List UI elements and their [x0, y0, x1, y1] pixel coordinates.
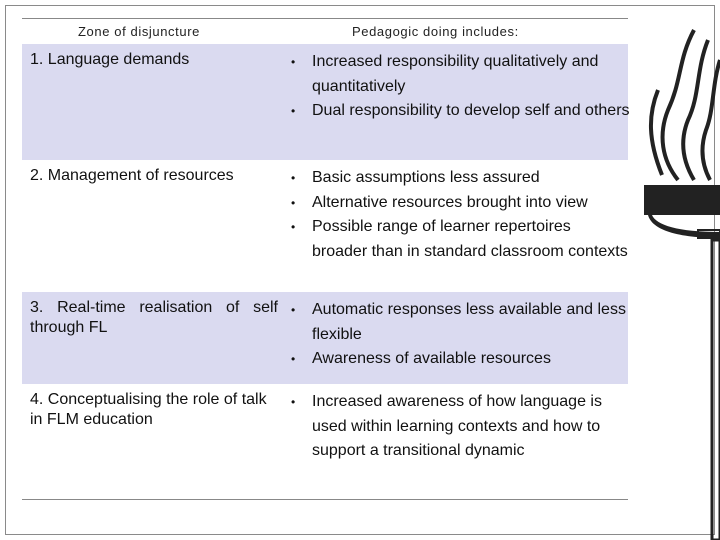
bullet-icon: •	[291, 352, 296, 366]
zone-cell: 1. Language demands	[30, 51, 190, 68]
list-item: • Basic assumptions less assured	[290, 166, 630, 191]
table-row	[22, 160, 628, 292]
torch-logo-icon	[638, 0, 720, 540]
table-bottom-rule	[22, 499, 628, 500]
zone-cell: 4. Conceptualising the role of talk in FLM education	[30, 391, 267, 428]
bullet-icon: •	[291, 104, 296, 118]
bullet-icon: •	[291, 55, 296, 69]
zone-column-header: Zone of disjuncture	[78, 24, 200, 39]
pedagogic-cell	[290, 50, 630, 124]
list-item: • Possible range of learner repertoires broader than in standard classroom contexts	[290, 215, 630, 264]
list-item: • Automatic responses less available and less flexible	[290, 298, 630, 347]
list-item: • Increased awareness of how language is used within learning contexts and how to support a transitional dynamic	[290, 390, 630, 464]
list-item: • Awareness of available resources	[290, 347, 630, 372]
bullet-icon: •	[291, 395, 296, 409]
pedagogic-cell	[290, 298, 630, 372]
bullet-icon: •	[291, 220, 296, 234]
table-header	[22, 18, 628, 46]
bullet-icon: •	[291, 303, 296, 317]
table-row	[22, 44, 628, 160]
list-item: • Alternative resources brought into view	[290, 191, 630, 216]
zone-cell: 3. Real-time realisation of self through FL	[30, 299, 278, 336]
pedagogic-cell	[290, 166, 630, 264]
zone-cell: 2. Management of resources	[30, 167, 234, 184]
list-item: • Dual responsibility to develop self and others	[290, 99, 630, 124]
bullet-icon: •	[291, 195, 296, 210]
bullet-icon: •	[291, 171, 296, 185]
pedagogic-column-header: Pedagogic doing includes:	[352, 24, 519, 39]
table-row	[22, 384, 628, 499]
pedagogic-cell	[290, 390, 630, 464]
list-item: • Increased responsibility qualitatively and quantitatively	[290, 50, 630, 99]
table-row	[22, 292, 628, 384]
